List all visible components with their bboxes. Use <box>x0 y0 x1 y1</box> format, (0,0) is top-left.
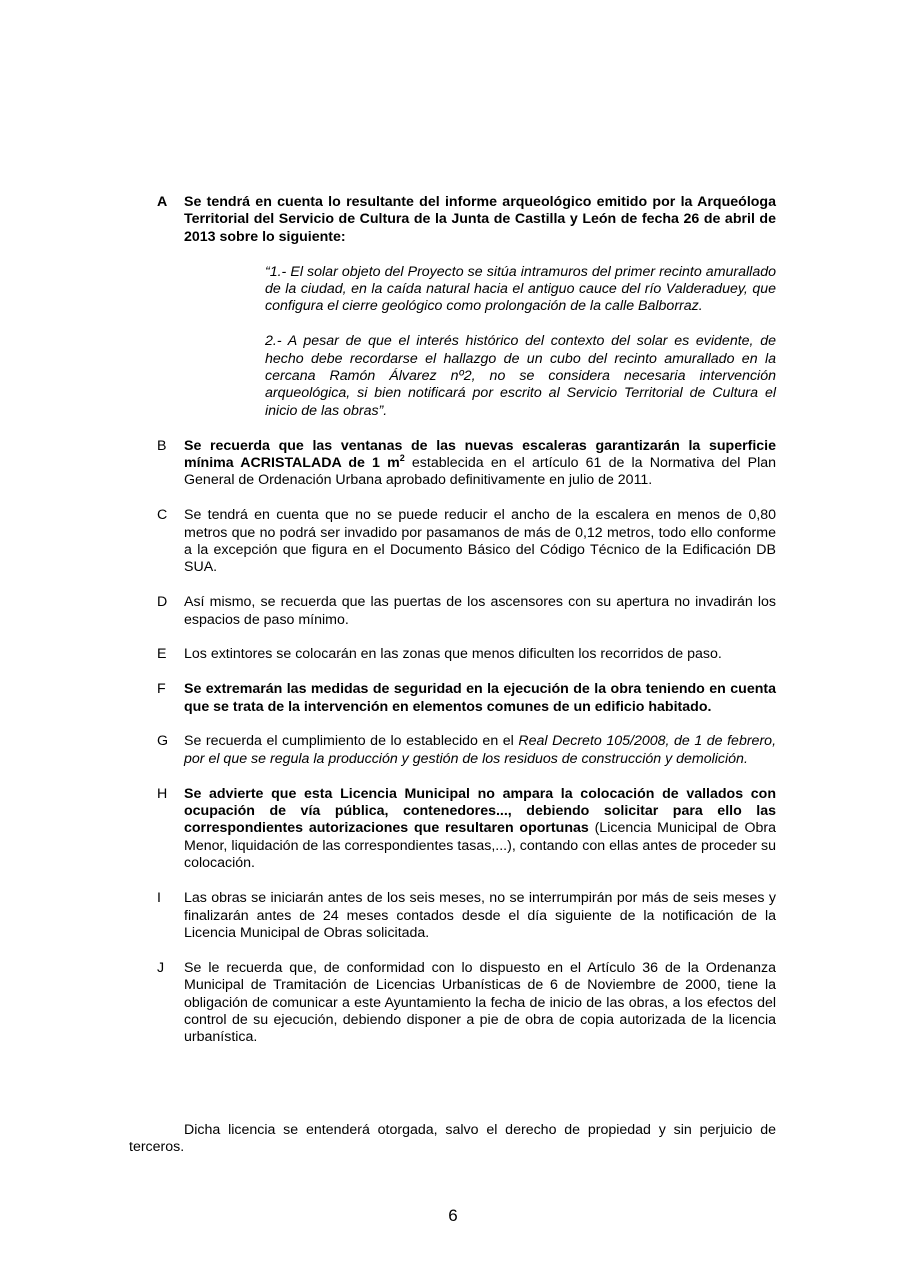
condition-g <box>157 733 777 768</box>
superscript-2: 2 <box>399 453 405 464</box>
condition-a <box>157 194 776 420</box>
item-letter: B <box>157 437 167 454</box>
condition-g-text: Se recuerda el cumplimiento de lo establecido en el <box>184 733 519 750</box>
item-letter: E <box>157 646 167 663</box>
condition-j <box>157 959 776 1047</box>
quote-paragraph-2: 2.- A pesar de que el interés histórico del contexto del solar es evidente, de hecho debe recordarse el hallazgo de un cubo del recinto amurallado en la cercana Ramón Álvarez nº2, no se considera necesaria intervención arqueológica, si bien notificará por escrito al Servicio Territorial de Cultura el inicio de las obras”. <box>265 333 776 419</box>
condition-c-text: Se tendrá en cuenta que no se puede reducir el ancho de la escalera en menos de 0,80 metros que no podrá ser invadido por pasamanos de más de 0,12 metros, todo ello conforme a la excepción que figura en el Documento Básico del Código Técnico de la Edificación DB SUA. <box>184 507 776 576</box>
item-letter: A <box>157 194 168 210</box>
item-letter: G <box>157 733 169 750</box>
closing-paragraph: Dicha licencia se entenderá otorgada, salvo el derecho de propiedad y sin perjuicio de terceros. <box>129 1122 776 1156</box>
condition-d <box>157 594 776 629</box>
condition-h-text: (Licencia Municipal de Obra Menor, liquidación de las correspondientes tasas,...), contando con ellas antes de proceder su colocación. <box>184 820 777 872</box>
condition-f-text: Se extremarán las medidas de seguridad en la ejecución de la obra teniendo en cuenta que se trata de la intervención en elementos comunes de un edificio habitado. <box>184 681 776 715</box>
item-letter: I <box>157 890 161 907</box>
condition-d-text: Así mismo, se recuerda que las puertas de los ascensores con su apertura no invadirán los espacios de paso mínimo. <box>184 594 776 628</box>
page-number: 6 <box>448 1206 458 1225</box>
condition-f <box>157 681 776 716</box>
condition-h-bold: Se advierte que esta Licencia Municipal no ampara la colocación de vallados con ocupación de vía pública, contenedores..., debiendo solicitar para ello las correspondientes autorizaciones que resultaren oportunas <box>184 785 776 837</box>
condition-b <box>157 437 776 490</box>
condition-i <box>157 890 776 942</box>
item-letter: H <box>157 785 168 802</box>
item-letter: J <box>157 959 165 976</box>
condition-i-text: Las obras se iniciarán antes de los seis meses, no se interrumpirán por más de seis meses y finalizarán antes de 24 meses contados desde el día siguiente de la notificación de la Licencia Municipal de Obras solicitada. <box>184 890 776 941</box>
archaeology-report-quote <box>265 264 776 421</box>
item-letter: D <box>157 594 168 611</box>
quote-paragraph-1: “1.- El solar objeto del Proyecto se sitúa intramuros del primer recinto amurallado de la ciudad, en la caída natural hacia el antiguo cauce del río Valderaduey, que configura el cierre geológico como prolongación de la calle Balborraz. <box>265 263 776 315</box>
item-letter: F <box>157 681 166 698</box>
conditions-list <box>0 194 906 1064</box>
condition-h <box>157 785 777 873</box>
condition-e <box>157 646 776 663</box>
condition-b-bold: Se recuerda que las ventanas de las nuevas escaleras garantizarán la superficie mínima ACRISTALADA de 1 m <box>184 437 776 472</box>
condition-g-decree: Real Decreto 105/2008, de 1 de febrero, por el que se regula la producción y gestión de los residuos de construcción y demolición. <box>184 733 777 767</box>
condition-b-text: establecida en el artículo 61 de la Normativa del Plan General de Ordenación Urbana aprobado definitivamente en julio de 2011. <box>184 455 776 489</box>
condition-c <box>157 507 776 577</box>
condition-j-text: Se le recuerda que, de conformidad con lo dispuesto en el Artículo 36 de la Ordenanza Municipal de Tramitación de Licencias Urbanísticas de 6 de Noviembre de 2000, tiene la obligación de comunicar a este Ayuntamiento la fecha de inicio de las obras, a los efectos del control de su ejecución, debiendo disponer a pie de obra de copia autorizada de la licencia urbanística. <box>184 959 776 1046</box>
condition-e-text: Los extintores se colocarán en las zonas que menos dificulten los recorridos de paso. <box>184 646 722 663</box>
item-letter: C <box>157 507 168 524</box>
condition-a-text: Se tendrá en cuenta lo resultante del informe arqueológico emitido por la Arqueóloga Territorial del Servicio de Cultura de la Junta de Castilla y León de fecha 26 de abril de 2013 sobre lo siguiente: <box>184 194 776 245</box>
